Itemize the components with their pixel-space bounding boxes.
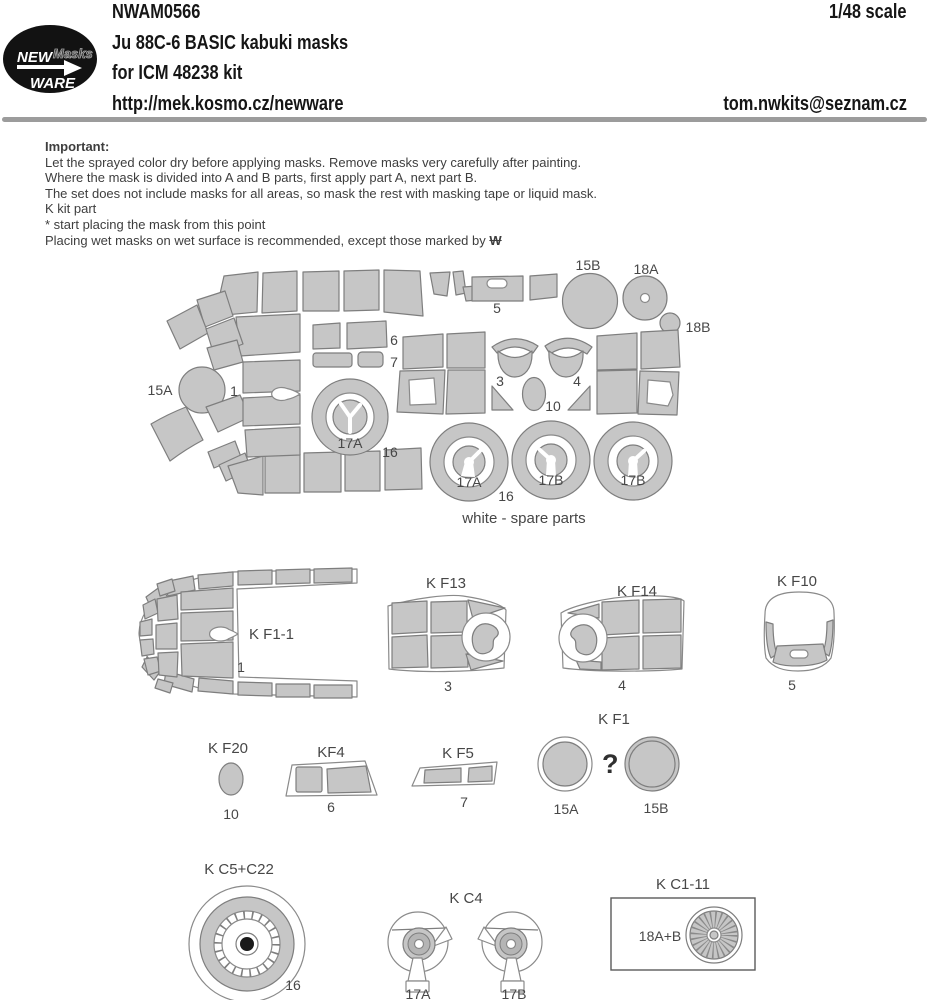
mask-1c bbox=[245, 427, 300, 457]
label-KC1-11: K C1-11 bbox=[656, 876, 710, 893]
mask-KF4 bbox=[286, 744, 377, 815]
label-KF1-1-num: 1 bbox=[237, 659, 245, 675]
mask-KF20 bbox=[208, 740, 248, 822]
mask-panel bbox=[156, 623, 177, 649]
mask-panel bbox=[430, 272, 450, 296]
mask-15B bbox=[563, 274, 618, 329]
label-KF20-num: 10 bbox=[223, 806, 239, 822]
kc4-gear-17B bbox=[478, 912, 542, 1000]
label-16-a: 16 bbox=[382, 444, 398, 460]
mask-panel bbox=[446, 370, 485, 414]
gear-hub-hole bbox=[415, 940, 424, 949]
instruction-line: Placing wet masks on wet surface is recommended, except those marked by bbox=[45, 232, 490, 248]
label-KC1-18AB: 18A+B bbox=[638, 928, 682, 944]
mask-18A-hole bbox=[641, 294, 650, 303]
label-18B: 18B bbox=[685, 319, 711, 335]
mask-KF5 bbox=[412, 745, 497, 810]
scale-note: 1/48 scale bbox=[829, 1, 907, 23]
label-3: 3 bbox=[496, 373, 504, 389]
kf20-oval bbox=[219, 763, 243, 795]
label-6: 6 bbox=[390, 332, 398, 348]
mask-panel bbox=[468, 766, 492, 782]
mask-panel bbox=[236, 314, 300, 356]
mask-1a bbox=[243, 360, 300, 393]
label-KF20: K F20 bbox=[207, 740, 249, 757]
mask-panel bbox=[140, 639, 154, 656]
mask-panel bbox=[602, 636, 639, 670]
mask-KF10 bbox=[764, 573, 834, 693]
mask-panel bbox=[384, 270, 423, 316]
mask-panel bbox=[181, 642, 233, 678]
mask-panel bbox=[643, 635, 681, 669]
logo-text-ware: WARE bbox=[30, 75, 75, 92]
logo-text-masks: Masks bbox=[53, 46, 93, 61]
mask-panel bbox=[431, 601, 467, 633]
mask-eyebrow-4 bbox=[545, 338, 592, 354]
mask-5-slot bbox=[487, 279, 507, 288]
product-code: NWAM0566 bbox=[112, 1, 201, 23]
label-KC5-num: 16 bbox=[285, 977, 301, 993]
mask-KF1 bbox=[538, 711, 679, 817]
mask-panel bbox=[238, 682, 272, 696]
mask-panel bbox=[392, 601, 427, 634]
mask-panel bbox=[424, 768, 461, 783]
mask-panel bbox=[198, 572, 233, 589]
label-wheel-17B-2: 17B bbox=[620, 472, 646, 488]
mask-panel bbox=[345, 451, 380, 491]
label-KC4-17A: 17A bbox=[405, 986, 431, 1000]
instructions-heading: Important: bbox=[45, 139, 110, 154]
mask-panel bbox=[314, 568, 352, 583]
mask-panel bbox=[447, 332, 485, 368]
label-15B: 15B bbox=[575, 257, 601, 273]
mask-7b bbox=[358, 352, 383, 367]
label-18A: 18A bbox=[633, 261, 659, 277]
mask-hole bbox=[647, 380, 673, 406]
label-KF14: K F14 bbox=[616, 583, 658, 600]
label-KF10: K F10 bbox=[776, 573, 818, 590]
label-4: 4 bbox=[573, 373, 581, 389]
mask-KC1-11 bbox=[611, 876, 755, 970]
mask-panel bbox=[198, 678, 233, 694]
label-5: 5 bbox=[493, 300, 501, 316]
label-ring-17A: 17A bbox=[337, 435, 363, 451]
mask-triangle bbox=[568, 386, 590, 410]
mask-panel bbox=[597, 333, 637, 370]
label-KC4-17B: 17B bbox=[501, 986, 527, 1000]
crossed-w-symbol: W bbox=[489, 232, 502, 248]
mask-panel bbox=[276, 684, 310, 697]
mask-panel bbox=[530, 274, 557, 300]
mask-panel bbox=[157, 595, 178, 621]
mask-panel bbox=[403, 334, 443, 369]
mask-panel bbox=[314, 685, 352, 698]
mask-panel bbox=[392, 635, 428, 668]
mask-wheel-17B-2 bbox=[594, 422, 672, 500]
label-KF1: K F1 bbox=[598, 711, 630, 728]
mask-panel bbox=[296, 767, 322, 792]
mask-1b bbox=[243, 395, 300, 426]
mask-panel bbox=[158, 652, 178, 677]
label-1: 1 bbox=[230, 383, 238, 399]
kf1-15B-disc bbox=[625, 737, 679, 791]
sheet1-mask-layout bbox=[148, 257, 711, 527]
kit-subtitle: for ICM 48238 kit bbox=[112, 62, 243, 84]
mask-KC5-C22 bbox=[189, 861, 305, 1000]
kf1-15A-disc bbox=[543, 742, 587, 786]
kc4-gear-17A bbox=[388, 912, 452, 1000]
label-KF5: K F5 bbox=[442, 745, 474, 762]
mask-panel bbox=[327, 766, 371, 793]
mask-panel bbox=[262, 271, 297, 313]
mask-panel bbox=[643, 599, 681, 633]
mask-KF1-1 bbox=[139, 568, 357, 698]
label-KF1-15B: 15B bbox=[643, 800, 669, 816]
mask-triangle bbox=[492, 386, 513, 410]
instruction-line: The set does not include masks for all areas, so mask the rest with masking tape or liquid mask. bbox=[45, 185, 598, 201]
label-KF1-1: K F1-1 bbox=[249, 626, 295, 643]
mask-panel bbox=[238, 570, 272, 585]
label-KC4: K C4 bbox=[449, 890, 483, 907]
label-15A: 15A bbox=[147, 382, 173, 398]
mask-panel bbox=[304, 452, 341, 492]
kf10-slot bbox=[790, 650, 808, 658]
instruction-line: K kit part bbox=[45, 201, 97, 217]
sheet4-wheel-masks bbox=[189, 861, 755, 1000]
spare-parts-caption: white - spare parts bbox=[462, 510, 586, 527]
mask-panel bbox=[140, 619, 152, 636]
kc1-fan-hub bbox=[710, 931, 718, 939]
mask-panel bbox=[151, 407, 203, 461]
instruction-line: * start placing the mask from this point bbox=[45, 216, 266, 232]
gear-hub-hole bbox=[507, 940, 516, 949]
mask-panel bbox=[313, 323, 340, 349]
label-10: 10 bbox=[545, 398, 561, 414]
sheet2-canopy-masks bbox=[139, 568, 834, 698]
label-KF4: KF4 bbox=[317, 744, 345, 761]
mask-panel bbox=[276, 569, 310, 584]
mask-panel bbox=[303, 271, 339, 311]
label-KF5-num: 7 bbox=[460, 794, 468, 810]
contact-email: tom.nwkits@seznam.cz bbox=[723, 93, 907, 115]
mask-panel bbox=[265, 454, 300, 493]
mask-eyebrow-3 bbox=[492, 339, 538, 353]
mask-10 bbox=[523, 378, 546, 411]
label-KC5-C22: K C5+C22 bbox=[204, 861, 274, 878]
product-title: Ju 88C-6 BASIC kabuki masks bbox=[112, 32, 349, 54]
mask-panel bbox=[597, 370, 637, 414]
mask-KF14 bbox=[559, 583, 684, 693]
mask-hole bbox=[409, 378, 436, 405]
sheet3-small-masks bbox=[208, 711, 679, 822]
logo-text-new: NEW bbox=[17, 49, 52, 66]
mask-KF13 bbox=[388, 575, 510, 694]
mask-panel bbox=[344, 270, 379, 311]
label-KF14-num: 4 bbox=[618, 677, 626, 693]
label-16-b: 16 bbox=[498, 488, 514, 504]
mask-KC4 bbox=[388, 890, 542, 1000]
mask-panel bbox=[641, 330, 680, 369]
kc5-hub-dot bbox=[240, 937, 254, 951]
label-KF10-num: 5 bbox=[788, 677, 796, 693]
mask-7a bbox=[313, 353, 352, 367]
label-wheel-17A: 17A bbox=[456, 474, 482, 490]
label-wheel-17B-1: 17B bbox=[538, 472, 564, 488]
mask-panel bbox=[181, 588, 233, 610]
label-KF13-num: 3 bbox=[444, 678, 452, 694]
label-7: 7 bbox=[390, 354, 398, 370]
vendor-url: http://mek.kosmo.cz/newware bbox=[112, 93, 344, 115]
label-KF13: K F13 bbox=[425, 575, 467, 592]
instruction-line: Let the sprayed color dry before applying masks. Remove masks very carefully after painting. bbox=[45, 154, 582, 170]
question-mark: ? bbox=[602, 749, 619, 779]
label-KF1-15A: 15A bbox=[553, 801, 579, 817]
mask-panel bbox=[602, 600, 639, 635]
label-KF4-num: 6 bbox=[327, 799, 335, 815]
mask-6 bbox=[347, 321, 387, 349]
instruction-line: Where the mask is divided into A and B parts, first apply part A, next part B. bbox=[45, 170, 478, 186]
